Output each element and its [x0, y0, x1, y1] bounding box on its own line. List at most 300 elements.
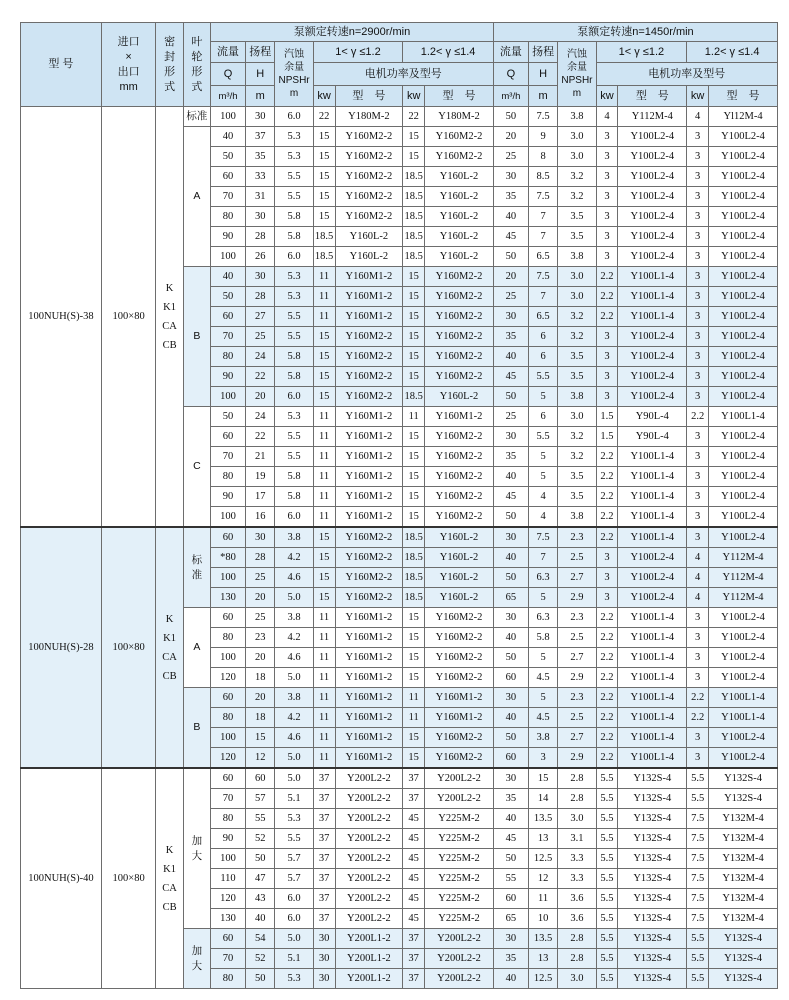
header-gamma2-lo: 1.2< γ ≤1.4: [687, 42, 778, 63]
cell-motor-g1-2900: Y160M1-2: [335, 507, 403, 528]
cell-npsh-2900: 6.0: [275, 387, 313, 407]
cell-motor-g2-1450: Y132M-4: [709, 829, 778, 849]
cell-flow-q-1450: 30: [493, 688, 528, 708]
cell-npsh-2900: 6.0: [275, 909, 313, 929]
cell-npsh-2900: 4.2: [275, 548, 313, 568]
cell-motor-g2-2900: Y200L2-2: [425, 789, 494, 809]
cell-head-h-1450: 7: [528, 227, 557, 247]
cell-kw-g2-1450: 3: [687, 668, 709, 688]
cell-motor-g1-1450: Y100L1-4: [618, 668, 687, 688]
cell-npsh-2900: 5.0: [275, 668, 313, 688]
cell-npsh-1450: 2.5: [558, 548, 596, 568]
cell-kw-g1-2900: 11: [313, 507, 335, 528]
cell-head-h-1450: 5.5: [528, 367, 557, 387]
header-flow-sym-hi: Q: [211, 63, 246, 86]
cell-kw-g2-2900: 18.5: [403, 527, 425, 548]
cell-motor-g2-2900: Y225M-2: [425, 809, 494, 829]
cell-kw-g2-1450: 3: [687, 247, 709, 267]
cell-head-h-2900: 24: [245, 407, 274, 427]
cell-flow-q-1450: 35: [493, 187, 528, 207]
cell-motor-g2-1450: Y100L2-4: [709, 648, 778, 668]
cell-head-h-2900: 28: [245, 227, 274, 247]
cell-flow-q-2900: 80: [211, 809, 246, 829]
cell-npsh-1450: 2.3: [558, 688, 596, 708]
cell-flow-q-1450: 35: [493, 949, 528, 969]
cell-head-h-1450: 13.5: [528, 809, 557, 829]
cell-kw-g1-1450: 3: [596, 207, 618, 227]
cell-motor-g2-2900: Y160L-2: [425, 527, 494, 548]
cell-kw-g2-1450: 3: [687, 367, 709, 387]
cell-flow-q-1450: 30: [493, 527, 528, 548]
header-motor-hi: 电机功率及型号: [313, 63, 493, 86]
cell-motor-g2-1450: Y100L1-4: [709, 688, 778, 708]
cell-npsh-1450: 3.2: [558, 307, 596, 327]
cell-flow-q-2900: 90: [211, 367, 246, 387]
cell-flow-q-1450: 30: [493, 307, 528, 327]
cell-head-h-2900: 18: [245, 708, 274, 728]
cell-kw-g1-1450: 5.5: [596, 789, 618, 809]
seal-type-cell: K K1 CA CB: [156, 107, 183, 528]
cell-motor-g1-1450: Y100L1-4: [618, 527, 687, 548]
cell-head-h-2900: 25: [245, 568, 274, 588]
cell-kw-g2-1450: 7.5: [687, 889, 709, 909]
cell-head-h-2900: 30: [245, 207, 274, 227]
cell-motor-g2-1450: Y100L2-4: [709, 247, 778, 267]
cell-motor-g2-1450: Y100L2-4: [709, 207, 778, 227]
cell-motor-g1-2900: Y160M2-2: [335, 347, 403, 367]
cell-flow-q-2900: 70: [211, 327, 246, 347]
cell-motor-g1-2900: Y160M1-2: [335, 427, 403, 447]
impeller-cell: 标准: [183, 107, 210, 127]
model-cell: 100NUH(S)-40: [21, 768, 102, 989]
cell-kw-g2-2900: 18.5: [403, 207, 425, 227]
cell-npsh-2900: 6.0: [275, 507, 313, 528]
cell-head-h-2900: 43: [245, 889, 274, 909]
cell-head-h-2900: 47: [245, 869, 274, 889]
header-flow-lo: 流量: [493, 42, 528, 63]
cell-flow-q-1450: 45: [493, 487, 528, 507]
cell-head-h-2900: 55: [245, 809, 274, 829]
cell-motor-g1-1450: Y100L2-4: [618, 327, 687, 347]
cell-motor-g1-1450: Y132S-4: [618, 929, 687, 949]
cell-npsh-1450: 2.3: [558, 527, 596, 548]
cell-head-h-1450: 9: [528, 127, 557, 147]
cell-flow-q-2900: 70: [211, 187, 246, 207]
cell-kw-g1-2900: 15: [313, 327, 335, 347]
cell-flow-q-2900: 120: [211, 889, 246, 909]
cell-npsh-1450: 3.6: [558, 909, 596, 929]
cell-head-h-1450: 8: [528, 147, 557, 167]
header-type-hi-2: 型 号: [425, 86, 494, 107]
cell-flow-q-2900: 90: [211, 487, 246, 507]
cell-flow-q-2900: 70: [211, 949, 246, 969]
cell-kw-g2-2900: 15: [403, 427, 425, 447]
cell-kw-g1-2900: 11: [313, 427, 335, 447]
cell-npsh-2900: 5.1: [275, 789, 313, 809]
cell-motor-g1-2900: Y160L-2: [335, 227, 403, 247]
cell-kw-g2-2900: 15: [403, 347, 425, 367]
cell-flow-q-2900: 100: [211, 568, 246, 588]
cell-motor-g2-2900: Y225M-2: [425, 849, 494, 869]
cell-kw-g2-1450: 3: [687, 487, 709, 507]
cell-motor-g2-2900: Y225M-2: [425, 829, 494, 849]
cell-head-h-2900: 60: [245, 768, 274, 789]
cell-head-h-2900: 25: [245, 327, 274, 347]
cell-motor-g1-2900: Y160M1-2: [335, 407, 403, 427]
cell-kw-g2-2900: 15: [403, 507, 425, 528]
cell-motor-g2-2900: Y160M2-2: [425, 608, 494, 628]
cell-motor-g2-2900: Y160M2-2: [425, 287, 494, 307]
cell-npsh-1450: 3.0: [558, 147, 596, 167]
cell-kw-g2-1450: 4: [687, 588, 709, 608]
cell-kw-g2-2900: 15: [403, 748, 425, 769]
cell-kw-g2-1450: 7.5: [687, 909, 709, 929]
cell-kw-g1-1450: 3: [596, 227, 618, 247]
cell-motor-g2-1450: Y100L2-4: [709, 347, 778, 367]
cell-flow-q-1450: 40: [493, 347, 528, 367]
cell-npsh-2900: 4.2: [275, 628, 313, 648]
cell-kw-g2-1450: 3: [687, 427, 709, 447]
cell-motor-g1-1450: Y112M-4: [618, 107, 687, 127]
cell-motor-g2-2900: Y160M2-2: [425, 507, 494, 528]
cell-kw-g1-1450: 3: [596, 367, 618, 387]
cell-motor-g2-2900: Y160M2-2: [425, 728, 494, 748]
cell-motor-g2-1450: Y100L2-4: [709, 187, 778, 207]
cell-kw-g1-1450: 5.5: [596, 969, 618, 989]
cell-motor-g1-1450: Y132S-4: [618, 949, 687, 969]
header-kw-hi-1: kw: [313, 86, 335, 107]
cell-motor-g2-1450: Y100L2-4: [709, 447, 778, 467]
cell-head-h-2900: 20: [245, 648, 274, 668]
cell-motor-g1-1450: Y100L2-4: [618, 367, 687, 387]
cell-flow-q-1450: 40: [493, 809, 528, 829]
cell-npsh-1450: 3.8: [558, 507, 596, 528]
cell-kw-g2-1450: 3: [687, 327, 709, 347]
cell-motor-g1-2900: Y160M2-2: [335, 187, 403, 207]
cell-npsh-1450: 3.1: [558, 829, 596, 849]
cell-kw-g1-1450: 2.2: [596, 608, 618, 628]
cell-kw-g2-1450: 3: [687, 728, 709, 748]
cell-flow-q-1450: 55: [493, 869, 528, 889]
header-inlet-outlet: 进口 × 出口 mm: [101, 23, 156, 107]
cell-kw-g1-2900: 11: [313, 407, 335, 427]
cell-motor-g1-2900: Y160M1-2: [335, 748, 403, 769]
cell-head-h-1450: 7: [528, 207, 557, 227]
cell-flow-q-1450: 35: [493, 789, 528, 809]
cell-motor-g1-1450: Y100L2-4: [618, 548, 687, 568]
header-head-unit-hi: m: [245, 86, 274, 107]
cell-npsh-1450: 2.7: [558, 568, 596, 588]
cell-motor-g2-2900: Y160L-2: [425, 548, 494, 568]
cell-flow-q-1450: 30: [493, 427, 528, 447]
header-model: 型 号: [21, 23, 102, 107]
cell-flow-q-1450: 30: [493, 768, 528, 789]
cell-flow-q-1450: 60: [493, 748, 528, 769]
cell-motor-g1-2900: Y160M2-2: [335, 568, 403, 588]
cell-motor-g2-1450: Y132M-4: [709, 909, 778, 929]
cell-flow-q-2900: 60: [211, 608, 246, 628]
cell-kw-g1-1450: 3: [596, 568, 618, 588]
cell-npsh-1450: 3.5: [558, 347, 596, 367]
cell-kw-g1-2900: 22: [313, 107, 335, 127]
cell-kw-g1-1450: 3: [596, 327, 618, 347]
cell-kw-g2-1450: 3: [687, 147, 709, 167]
cell-head-h-2900: 22: [245, 427, 274, 447]
cell-motor-g1-1450: Y100L2-4: [618, 247, 687, 267]
cell-motor-g2-2900: Y160L-2: [425, 227, 494, 247]
cell-motor-g1-1450: Y100L1-4: [618, 628, 687, 648]
cell-kw-g1-1450: 5.5: [596, 849, 618, 869]
model-cell: 100NUH(S)-38: [21, 107, 102, 528]
cell-motor-g1-2900: Y160M1-2: [335, 608, 403, 628]
cell-npsh-1450: 3.0: [558, 127, 596, 147]
cell-kw-g1-2900: 15: [313, 367, 335, 387]
cell-motor-g1-2900: Y200L1-2: [335, 949, 403, 969]
cell-motor-g1-1450: Y132S-4: [618, 869, 687, 889]
cell-head-h-1450: 5.8: [528, 628, 557, 648]
cell-head-h-1450: 7.5: [528, 187, 557, 207]
cell-head-h-2900: 26: [245, 247, 274, 267]
cell-motor-g1-1450: Y132S-4: [618, 849, 687, 869]
cell-motor-g1-1450: Y100L1-4: [618, 287, 687, 307]
table-body: [21, 107, 778, 989]
cell-motor-g2-1450: Yl12M-4: [709, 107, 778, 127]
header-flow-sym-lo: Q: [493, 63, 528, 86]
header-type-hi-1: 型 号: [335, 86, 403, 107]
cell-kw-g2-1450: 7.5: [687, 829, 709, 849]
cell-flow-q-1450: 65: [493, 588, 528, 608]
cell-motor-g2-1450: Y100L2-4: [709, 668, 778, 688]
cell-head-h-2900: 17: [245, 487, 274, 507]
cell-npsh-1450: 2.8: [558, 789, 596, 809]
cell-flow-q-2900: 100: [211, 507, 246, 528]
cell-flow-q-1450: 40: [493, 628, 528, 648]
cell-flow-q-1450: 30: [493, 167, 528, 187]
cell-kw-g2-2900: 11: [403, 708, 425, 728]
cell-kw-g1-2900: 11: [313, 267, 335, 287]
cell-npsh-2900: 5.8: [275, 467, 313, 487]
cell-flow-q-2900: 50: [211, 287, 246, 307]
cell-motor-g2-2900: Y160M2-2: [425, 327, 494, 347]
cell-motor-g2-1450: Y100L2-4: [709, 227, 778, 247]
cell-kw-g1-1450: 5.5: [596, 809, 618, 829]
header-gamma2-hi: 1.2< γ ≤1.4: [403, 42, 494, 63]
table-row: [21, 107, 778, 127]
cell-npsh-2900: 3.8: [275, 688, 313, 708]
cell-kw-g1-1450: 3: [596, 127, 618, 147]
cell-npsh-1450: 2.7: [558, 648, 596, 668]
cell-head-h-2900: 54: [245, 929, 274, 949]
cell-kw-g2-2900: 15: [403, 487, 425, 507]
cell-kw-g1-1450: 2.2: [596, 487, 618, 507]
cell-kw-g1-2900: 30: [313, 969, 335, 989]
cell-motor-g2-1450: Y100L2-4: [709, 487, 778, 507]
cell-motor-g2-1450: Y100L1-4: [709, 407, 778, 427]
cell-kw-g2-1450: 3: [687, 267, 709, 287]
cell-kw-g2-1450: 7.5: [687, 809, 709, 829]
cell-kw-g1-2900: 30: [313, 949, 335, 969]
cell-flow-q-1450: 45: [493, 227, 528, 247]
cell-kw-g1-2900: 37: [313, 909, 335, 929]
cell-head-h-1450: 7.5: [528, 267, 557, 287]
npsh-label-lo: 汽蚀 余量 NPSHr: [561, 49, 593, 86]
cell-flow-q-2900: 100: [211, 849, 246, 869]
cell-kw-g2-1450: 3: [687, 167, 709, 187]
cell-kw-g1-1450: 3: [596, 548, 618, 568]
impeller-cell: B: [183, 267, 210, 407]
cell-kw-g2-1450: 5.5: [687, 969, 709, 989]
cell-head-h-1450: 6.5: [528, 247, 557, 267]
cell-motor-g2-2900: Y160M2-2: [425, 748, 494, 769]
cell-head-h-1450: 14: [528, 789, 557, 809]
cell-kw-g1-2900: 37: [313, 889, 335, 909]
cell-flow-q-2900: 40: [211, 127, 246, 147]
cell-motor-g1-2900: Y160M1-2: [335, 487, 403, 507]
cell-kw-g2-2900: 15: [403, 668, 425, 688]
cell-motor-g2-1450: Y100L2-4: [709, 527, 778, 548]
cell-kw-g1-2900: 15: [313, 207, 335, 227]
cell-npsh-2900: 5.0: [275, 748, 313, 769]
cell-motor-g1-2900: Y160M2-2: [335, 127, 403, 147]
cell-npsh-2900: 5.3: [275, 127, 313, 147]
cell-motor-g1-1450: Y90L-4: [618, 427, 687, 447]
cell-head-h-2900: 25: [245, 608, 274, 628]
cell-kw-g2-1450: 3: [687, 467, 709, 487]
cell-motor-g1-2900: Y160M1-2: [335, 307, 403, 327]
cell-kw-g2-1450: 3: [687, 347, 709, 367]
cell-flow-q-1450: 20: [493, 267, 528, 287]
cell-motor-g1-2900: Y200L2-2: [335, 869, 403, 889]
cell-npsh-1450: 2.3: [558, 608, 596, 628]
cell-kw-g1-2900: 15: [313, 127, 335, 147]
cell-npsh-1450: 3.2: [558, 447, 596, 467]
cell-motor-g1-1450: Y90L-4: [618, 407, 687, 427]
cell-npsh-2900: 4.6: [275, 728, 313, 748]
cell-motor-g1-1450: Y132S-4: [618, 809, 687, 829]
cell-kw-g2-2900: 45: [403, 809, 425, 829]
cell-motor-g2-1450: Y132M-4: [709, 869, 778, 889]
cell-npsh-2900: 5.5: [275, 307, 313, 327]
cell-flow-q-1450: 30: [493, 929, 528, 949]
cell-flow-q-1450: 50: [493, 107, 528, 127]
cell-npsh-2900: 5.3: [275, 287, 313, 307]
cell-npsh-2900: 5.5: [275, 829, 313, 849]
cell-motor-g2-1450: Y100L2-4: [709, 608, 778, 628]
cell-motor-g1-1450: Y100L2-4: [618, 568, 687, 588]
cell-npsh-1450: 2.7: [558, 728, 596, 748]
header-kw-lo-2: kw: [687, 86, 709, 107]
cell-npsh-1450: 2.8: [558, 949, 596, 969]
cell-kw-g2-1450: 7.5: [687, 869, 709, 889]
cell-npsh-2900: 5.0: [275, 588, 313, 608]
cell-kw-g2-1450: 7.5: [687, 849, 709, 869]
cell-npsh-1450: 3.0: [558, 969, 596, 989]
cell-head-h-2900: 18: [245, 668, 274, 688]
cell-kw-g2-1450: 3: [687, 447, 709, 467]
cell-motor-g1-2900: Y160M2-2: [335, 327, 403, 347]
cell-kw-g2-2900: 22: [403, 107, 425, 127]
cell-kw-g1-1450: 2.2: [596, 628, 618, 648]
cell-head-h-2900: 33: [245, 167, 274, 187]
cell-npsh-1450: 3.0: [558, 809, 596, 829]
cell-flow-q-2900: 50: [211, 147, 246, 167]
cell-motor-g2-2900: Y160M2-2: [425, 367, 494, 387]
header-flow-hi: 流量: [211, 42, 246, 63]
cell-npsh-2900: 6.0: [275, 889, 313, 909]
cell-motor-g2-1450: Y100L2-4: [709, 127, 778, 147]
cell-flow-q-2900: 80: [211, 347, 246, 367]
cell-flow-q-2900: 80: [211, 969, 246, 989]
cell-motor-g2-2900: Y160L-2: [425, 207, 494, 227]
cell-motor-g2-2900: Y225M-2: [425, 889, 494, 909]
cell-npsh-1450: 3.0: [558, 407, 596, 427]
cell-motor-g1-2900: Y160M1-2: [335, 267, 403, 287]
cell-motor-g2-1450: Y132M-4: [709, 889, 778, 909]
cell-motor-g2-2900: Y160M1-2: [425, 688, 494, 708]
cell-kw-g2-1450: 3: [687, 227, 709, 247]
cell-flow-q-1450: 40: [493, 969, 528, 989]
header-motor-lo: 电机功率及型号: [596, 63, 777, 86]
cell-kw-g1-1450: 2.2: [596, 467, 618, 487]
cell-flow-q-1450: 60: [493, 889, 528, 909]
cell-motor-g2-2900: Y160M2-2: [425, 127, 494, 147]
cell-head-h-2900: 28: [245, 548, 274, 568]
inlet-outlet-cell: 100×80: [101, 107, 156, 528]
cell-kw-g1-2900: 11: [313, 668, 335, 688]
cell-motor-g2-1450: Y132S-4: [709, 969, 778, 989]
cell-kw-g2-2900: 45: [403, 889, 425, 909]
cell-flow-q-1450: 35: [493, 327, 528, 347]
cell-flow-q-1450: 30: [493, 608, 528, 628]
cell-kw-g2-2900: 18.5: [403, 548, 425, 568]
header-speed-2900: 泵额定转速n=2900r/min: [211, 23, 494, 42]
cell-kw-g1-1450: 5.5: [596, 869, 618, 889]
cell-npsh-2900: 5.5: [275, 447, 313, 467]
cell-motor-g1-2900: Y160M1-2: [335, 708, 403, 728]
cell-kw-g2-2900: 15: [403, 728, 425, 748]
cell-motor-g1-1450: Y100L1-4: [618, 467, 687, 487]
cell-motor-g1-1450: Y100L2-4: [618, 127, 687, 147]
cell-kw-g1-2900: 15: [313, 568, 335, 588]
cell-flow-q-2900: 40: [211, 267, 246, 287]
cell-kw-g1-1450: 2.2: [596, 708, 618, 728]
cell-kw-g2-1450: 2.2: [687, 407, 709, 427]
cell-head-h-1450: 13: [528, 949, 557, 969]
cell-motor-g1-2900: Y160M2-2: [335, 207, 403, 227]
cell-motor-g1-2900: Y200L2-2: [335, 789, 403, 809]
cell-flow-q-1450: 35: [493, 447, 528, 467]
impeller-cell: 标 准: [183, 527, 210, 608]
cell-motor-g2-1450: Y100L2-4: [709, 367, 778, 387]
cell-kw-g2-1450: 3: [687, 207, 709, 227]
cell-motor-g1-2900: Y160M2-2: [335, 367, 403, 387]
cell-npsh-2900: 5.0: [275, 929, 313, 949]
cell-kw-g2-2900: 18.5: [403, 187, 425, 207]
cell-motor-g1-1450: Y100L2-4: [618, 347, 687, 367]
cell-npsh-1450: 2.5: [558, 708, 596, 728]
cell-flow-q-1450: 50: [493, 568, 528, 588]
cell-npsh-2900: 4.6: [275, 648, 313, 668]
cell-head-h-1450: 6: [528, 407, 557, 427]
impeller-cell: C: [183, 407, 210, 528]
cell-motor-g1-1450: Y132S-4: [618, 909, 687, 929]
cell-head-h-1450: 5: [528, 688, 557, 708]
cell-head-h-1450: 7.5: [528, 527, 557, 548]
table-row: [21, 768, 778, 789]
cell-flow-q-2900: 70: [211, 447, 246, 467]
cell-kw-g2-2900: 37: [403, 929, 425, 949]
cell-kw-g1-2900: 15: [313, 527, 335, 548]
